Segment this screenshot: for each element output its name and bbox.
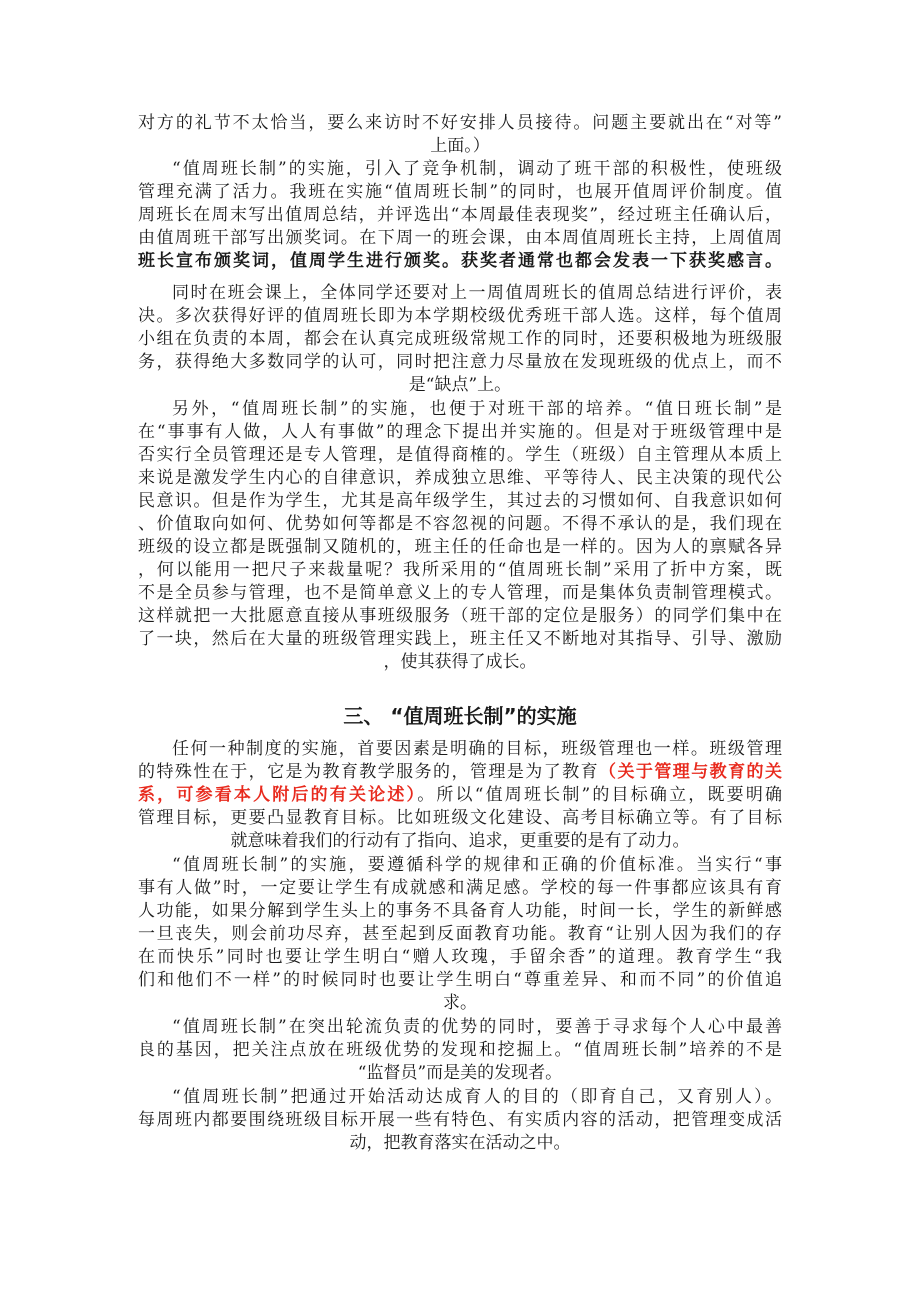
paragraph-goals [138,738,782,853]
text-line: 对方的礼节不太恰当，要么来访时不好安排人员接待。问题主要就出在“对等” [138,113,782,133]
text-line: ，何以能用一把尺子来裁量呢？我所采用的“值周班长制”采用了折中方案，既 [138,560,782,580]
paragraph-strengths [138,1016,782,1085]
text-line: 每周班内都要围绕班级目标开展一些有特色、有实质内容的活动，把管理变成活 [138,1110,782,1130]
paragraph-values [138,854,782,1015]
text-line [138,761,782,784]
text-line: 决。多次获得好评的值周班长即为本学期校级优秀班干部人选。这样，每个值周 [138,306,782,326]
text-line: 这样就把一大批愿意直接从事班级服务（班干部的定位是服务）的同学们集中在 [138,606,782,626]
text-line: 民意识。但是作为学生，尤其是高年级学生，其过去的习惯如何、自我意识如何 [138,491,782,511]
text-line: 周班长在周末写出值周总结，并评选出“本周最佳表现奖”，经过班主任确认后， [138,205,782,225]
text-line: 了一块，然后在大量的班级管理实践上，班主任又不断地对其指导、引导、激励 [138,629,782,649]
highlighted-note: 系，可参看本人附后的有关论述） [138,785,418,805]
text-line: ，使其获得了成长。 [383,652,537,672]
text-line: 管理目标，更要凸显教育目标。比如班级文化建设、高考目标确立等。有了目标 [138,808,782,828]
text-line: 由值周班干部写出颁奖词。在下周一的班会课，由本周值周班长主持，上周值周 [138,228,782,248]
paragraph-activities [138,1086,782,1155]
text-line: 管理充满了活力。我班在实施“值周班长制”的同时，也展开值周评价制度。值 [138,182,782,202]
text-line [138,784,782,807]
text-line: 不是全员参与管理，也不是简单意义上的专人管理，而是集体负责制管理模式。 [138,583,782,603]
text-line: 来说是激发学生内心的自律意识，养成独立思维、平等待人、民主决策的现代公 [138,468,782,488]
text-line: 动，把教育落实在活动之中。 [349,1133,571,1153]
text-line: 就意味着我们的行动有了指向、追求，更重要的是有了动力。 [230,831,690,851]
text-line: 务，获得绝大多数同学的认可，同时把注意力尽量放在发现班级的优点上，而不 [138,352,782,372]
text-line: 是“缺点”上。 [408,375,512,395]
paragraph-training [138,398,782,674]
text-line: 事有人做”时，一定要让学生有成就感和满足感。学校的每一件事都应该具有育 [138,878,782,898]
paragraph-continuation [138,112,782,158]
text-line: 上面。） [430,136,490,156]
text-line: 班级的设立都是既强制又随机的，班主任的任命也是一样的。因为人的禀赋各异 [138,537,782,557]
text-line: 们和他们不一样”的时候同时也要让学生明白“尊重差异、和而不同”的价值追 [138,970,782,990]
section-heading: 三、 “值周班长制”的实施 [343,704,577,728]
text-line: “值周班长制”的实施，要遵循科学的规律和正确的价值标准。当实行“事 [172,855,782,875]
text-line: “值周班长制”在突出轮流负责的优势的同时，要善于寻求每个人心中最善 [172,1017,782,1037]
text-line: 否实行全员管理还是专人管理，是值得商榷的。学生（班级）自主管理从本质上 [138,445,782,465]
text-line: “值周班长制”把通过开始活动达成育人的目的（即育自己，又育别人）。 [172,1087,782,1107]
text-line: 在而快乐”同时也要让学生明白“赠人玫瑰，手留余香”的道理。教育学生“我 [138,947,782,967]
paragraph-competition [138,158,782,273]
text-line: 在“事事有人做，人人有事做”的理念下提出并实施的。但是对于班级管理中是 [138,422,782,442]
text-line: 一旦丧失，则会前功尽弃，甚至起到反面教育功能。教育“让别人因为我们的存 [138,924,782,944]
text-line: 另外，“值周班长制”的实施，也便于对班干部的培养。“值日班长制”是 [172,399,782,419]
text-line: 、价值取向如何、优势如何等都是不容忽视的问题。不得不承认的是，我们现在 [138,514,782,534]
text-span: 的特殊性在于，它是为教育教学服务的，管理是为了教育 [138,762,600,782]
text-line: 小组在负责的本周，都会在认真完成班级常规工作的同时，还要积极地为班级服 [138,329,782,349]
text-line: 班长宣布颁奖词，值周学生进行颁奖。获奖者通常也都会发表一下获奖感言。 [138,251,782,271]
text-line: 任何一种制度的实施，首要因素是明确的目标，班级管理也一样。班级管理 [172,739,782,759]
text-line: 人功能，如果分解到学生头上的事务不具备育人功能，时间一长，学生的新鲜感 [138,901,782,921]
text-line: 同时在班会课上，全体同学还要对上一周值周班长的值周总结进行评价，表 [172,283,782,303]
text-line: 良的基因，把关注点放在班级优势的发现和挖掘上。“值周班长制”培养的不是 [138,1040,782,1060]
highlighted-note: （关于管理与教育的关 [599,762,782,782]
text-span: 。所以“值周班长制”的目标确立，既要明确 [417,785,782,805]
text-line: “值周班长制”的实施，引入了竞争机制，调动了班干部的积极性，使班级 [172,159,782,179]
text-line: “监督员”而是美的发现者。 [357,1063,563,1083]
text-line: 求。 [443,993,477,1013]
paragraph-evaluation [138,282,782,397]
